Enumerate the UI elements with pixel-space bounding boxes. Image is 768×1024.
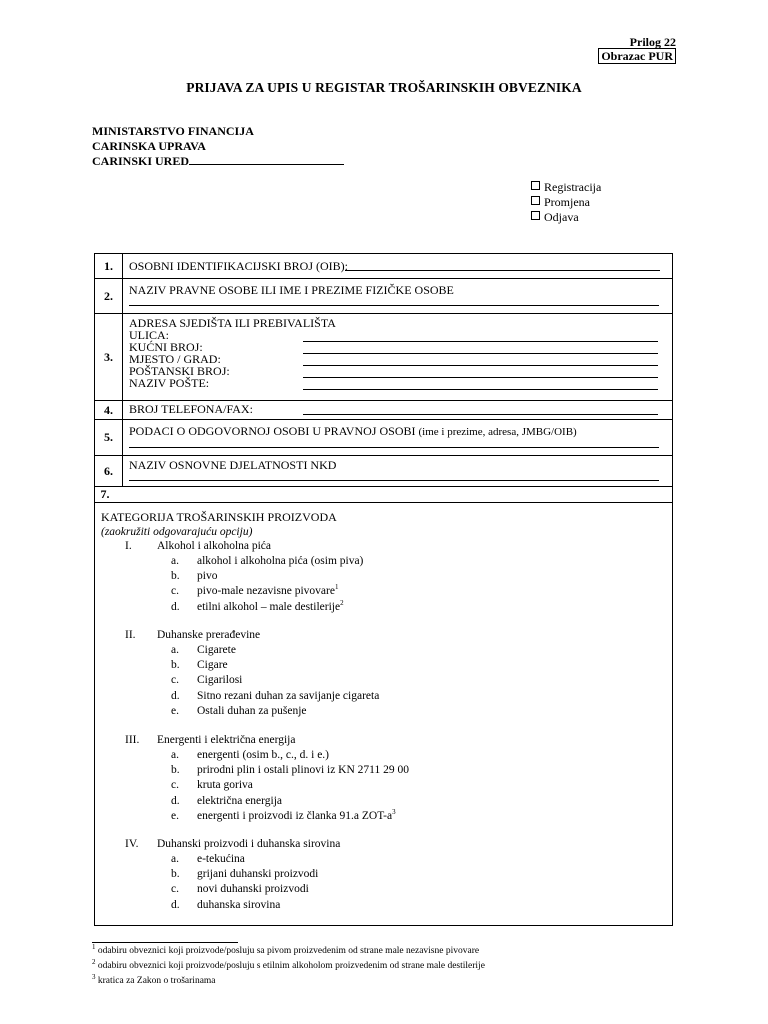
form-code: Obrazac PUR [598, 48, 676, 64]
list-item[interactable]: a. Cigarete [171, 644, 236, 656]
group-name: Duhanske prerađevine [157, 629, 261, 641]
phone-field[interactable] [303, 414, 658, 415]
group-name: Energenti i električna energija [157, 734, 296, 746]
row-seven [95, 487, 672, 503]
row-name [95, 279, 672, 314]
footnote-ref: 3 [392, 807, 396, 816]
group-tobacco-raw: IV. Duhanski proizvodi i duhanska sirovina a. e-tekućina b. grijani duhanski proizvodi c. novi duhanski proizvodi d. duhanska sirovina [125, 837, 645, 913]
footnote-ref: 1 [334, 583, 339, 592]
submission-type-options [531, 180, 601, 225]
row-number: 5. [95, 420, 123, 455]
group-name: Alkohol i alkoholna pića [157, 540, 272, 552]
application-form-table [94, 253, 673, 926]
customs-office-line [92, 154, 344, 169]
list-item[interactable]: b. prirodni plin i ostali plinovi iz KN 2711 29 00 [171, 764, 409, 777]
option-change[interactable]: Promjena [531, 195, 601, 210]
list-item[interactable]: b. Cigare [171, 659, 228, 672]
footnote-3: $^3$ kratica za Zakon o trošarinama [92, 972, 216, 986]
street-label: ULICA: [129, 328, 169, 342]
row-number: 4. [95, 401, 123, 419]
oib-field[interactable] [345, 270, 660, 271]
annex-number: Prilog 22 [629, 35, 676, 49]
address-label: ADRESA SJEDIŠTA ILI PREBIVALIŠTA [129, 316, 336, 330]
row-number: 2. [95, 279, 123, 313]
footnote-1: $^1$ odabiru obveznici koji proizvode/posluju sa pivom proizvedenim od strane male nezavisne pivovare [92, 942, 480, 956]
customs-office-field[interactable] [189, 154, 344, 165]
street-field[interactable] [303, 341, 658, 342]
list-item[interactable]: c. pivo-male nezavisne pivovare$^1$ [171, 583, 339, 598]
row-responsible-person [95, 420, 672, 456]
group-tobacco-products: II. Duhanske prerađevine a. Cigarete b. Cigare c. Cigarilosi d. Sitno rezani duhan za savijanje cigareta e. Ostali duhan za pušenje [125, 628, 645, 719]
post-office-field[interactable] [303, 389, 658, 390]
checkbox-icon[interactable] [531, 211, 540, 220]
phone-label: BROJ TELEFONA/FAX: [129, 402, 253, 416]
responsible-person-label: PODACI O ODGOVORNOJ OSOBI U PRAVNOJ OSOBI (ime i prezime, adresa, JMBG/OIB) [129, 424, 577, 438]
group-alcohol: I. Alkohol i alkoholna pića a. alkohol i alkoholna pića (osim piva) b. pivo c. pivo-male nezavisne pivovare$^1$ d. etilni alkohol – male destilerije$^2$ [125, 539, 645, 615]
list-item[interactable]: b. pivo [171, 570, 218, 583]
city-field[interactable] [303, 365, 658, 366]
postal-code-field[interactable] [303, 377, 658, 378]
responsible-person-field[interactable] [129, 447, 659, 448]
oib-label: OSOBNI IDENTIFIKACIJSKI BROJ (OIB): [129, 259, 348, 273]
footnote-ref: 2 [340, 598, 344, 607]
row-number: 6. [95, 456, 123, 486]
group-name: Duhanski proizvodi i duhanska sirovina [157, 838, 341, 850]
list-item[interactable]: d. etilni alkohol – male destilerije$^2$ [171, 598, 344, 613]
product-category-section [95, 503, 672, 925]
footnote-separator [92, 942, 238, 943]
list-item[interactable]: a. energenti (osim b., c., d. i e.) [171, 749, 330, 761]
list-item[interactable]: e. energenti i proizvodi iz članka 91.a ZOT-$a^3$ [171, 807, 396, 822]
list-item[interactable]: c. Cigarilosi [171, 674, 243, 687]
option-deregistration[interactable]: Odjava [531, 210, 601, 225]
name-label: NAZIV PRAVNE OSOBE ILI IME I PREZIME FIZIČKE OSOBE [129, 283, 454, 297]
list-item[interactable]: b. grijani duhanski proizvodi [171, 868, 319, 881]
list-item[interactable]: d. Sitno rezani duhan za savijanje cigareta [171, 689, 380, 702]
list-item[interactable]: a. e-tekućina [171, 853, 245, 865]
list-item[interactable]: d. električna energija [171, 794, 283, 807]
checkbox-icon[interactable] [531, 196, 540, 205]
category-title: KATEGORIJA TROŠARINSKIH PROIZVODA [101, 510, 337, 524]
customs-office-label: CARINSKI URED [92, 154, 190, 168]
category-instruction: (zaokružiti odgovarajuću opciju) [101, 526, 253, 538]
list-item[interactable]: c. kruta goriva [171, 779, 253, 792]
category-heading [101, 510, 337, 540]
checkbox-icon[interactable] [531, 181, 540, 190]
footnote-2: $^2$ odabiru obveznici koji proizvode/posluju s etilnim alkoholom proizvedenim od strane male destilerije [92, 957, 485, 971]
row-number: 3. [95, 314, 123, 400]
activity-label: NAZIV OSNOVNE DJELATNOSTI NKD [129, 458, 337, 472]
list-item[interactable]: e. Ostali duhan za pušenje [171, 704, 307, 717]
postal-code-label: POŠTANSKI BROJ: [129, 364, 230, 378]
row-phone [95, 401, 672, 420]
row-number: 1. [95, 254, 123, 278]
city-label: MJESTO / GRAD: [129, 352, 221, 366]
row-number: 7. [100, 487, 110, 501]
name-field[interactable] [129, 305, 659, 306]
ministry-name: MINISTARSTVO FINANCIJA [92, 124, 254, 138]
administration-name: CARINSKA UPRAVA [92, 139, 206, 153]
list-item[interactable]: c. novi duhanski proizvodi [171, 883, 309, 896]
house-number-field[interactable] [303, 353, 658, 354]
document-title: PRIJAVA ZA UPIS U REGISTAR TROŠARINSKIH OBVEZNIKA [186, 80, 582, 95]
option-registration[interactable]: Registracija [531, 180, 601, 195]
institution-block [92, 124, 344, 169]
activity-field[interactable] [129, 480, 659, 481]
row-activity [95, 456, 672, 487]
house-number-label: KUĆNI BROJ: [129, 340, 203, 354]
row-address [95, 314, 672, 401]
row-oib [95, 254, 672, 279]
post-office-label: NAZIV POŠTE: [129, 376, 210, 390]
list-item[interactable]: a. alkohol i alkoholna pića (osim piva) [171, 555, 364, 567]
list-item[interactable]: d. duhanska sirovina [171, 898, 281, 911]
group-energy: III. Energenti i električna energija a. energenti (osim b., c., d. i e.) b. prirodni plin i ostali plinovi iz KN 2711 29 00 c. kruta goriva d. električna energija e. energenti i proizvodi iz članka 91.a ZOT-$a^3$ [125, 733, 645, 824]
